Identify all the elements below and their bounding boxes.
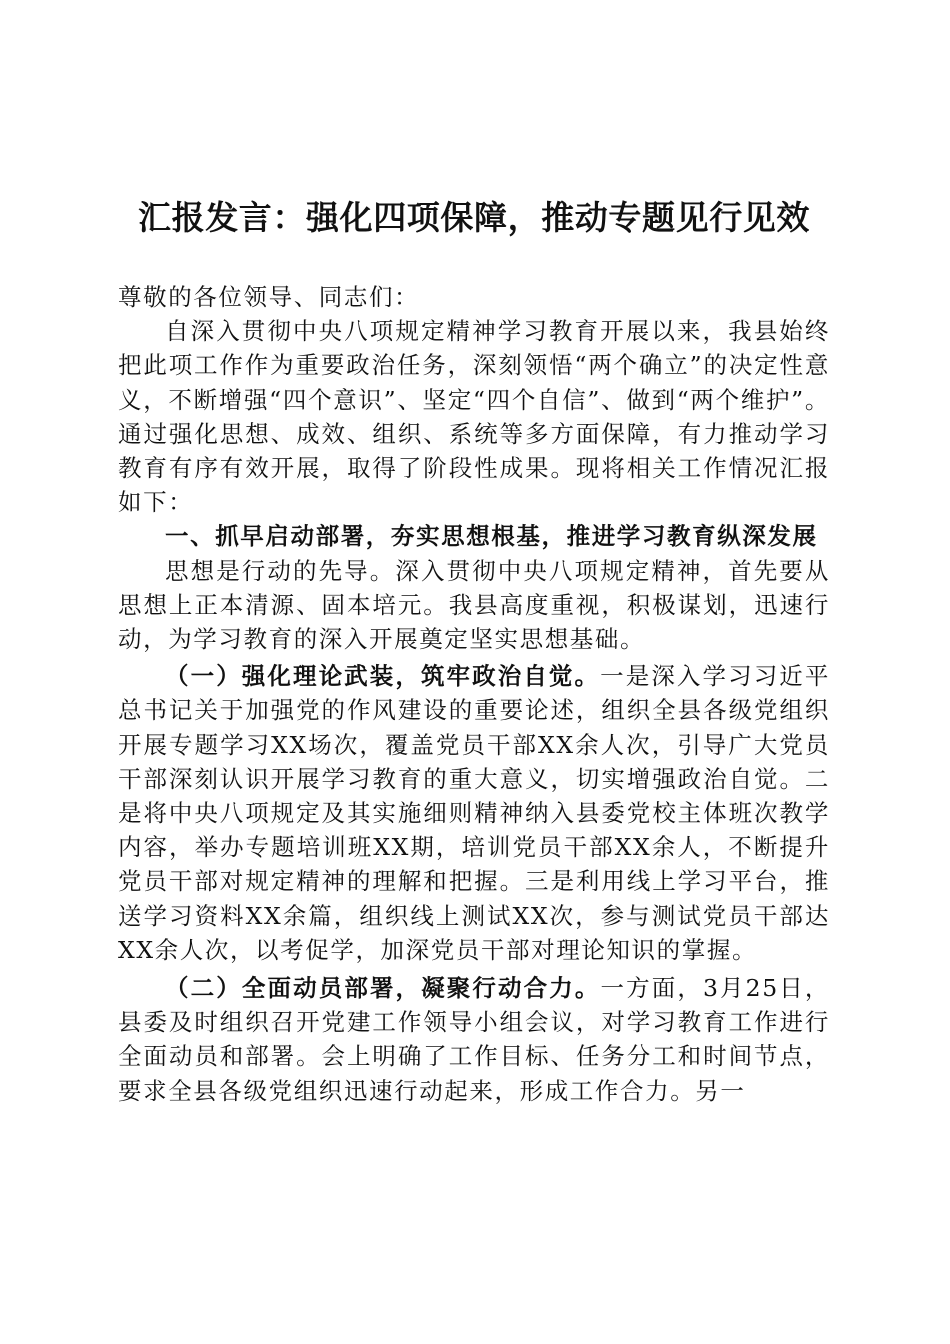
document-body: [118, 280, 830, 1108]
subsection-2-heading: （二）全面动员部署，凝聚行动合力。: [165, 974, 601, 1003]
subsection-1-paragraph: [118, 659, 830, 967]
subsection-1-heading: （一）强化理论武装，筑牢政治自觉。: [165, 662, 601, 691]
section-heading-1: 一、抓早启动部署，夯实思想根基，推进学习教育纵深发展: [165, 522, 818, 551]
document-title: 汇报发言：强化四项保障，推动专题见行见效: [138, 198, 810, 237]
intro-paragraph: 自深入贯彻中央八项规定精神学习教育开展以来，我县始终把此项工作作为重要政治任务，深刻领悟“两个确立”的决定性意义，不断增强“四个意识”、坚定“四个自信”、做到“两个维护”。通过强化思想、成效、组织、系统等多方面保障，有力推动学习教育有序有效开展，取得了阶段性成果。现将相关工作情况汇报如下：: [118, 317, 830, 517]
salutation: 尊敬的各位领导、同志们：: [118, 283, 420, 311]
section-1-paragraph: 思想是行动的先导。深入贯彻中央八项规定精神，首先要从思想上正本清源、固本培元。我县高度重视，积极谋划，迅速行动，为学习教育的深入开展奠定坚实思想基础。: [118, 556, 830, 654]
subsection-2-text: 一方面，3月25日，县委及时组织召开党建工作领导小组会议，对学习教育工作进行全面动员和部署。会上明确了工作目标、任务分工和时间节点，要求全县各级党组织迅速行动起来，形成工作合力。另一: [118, 974, 830, 1105]
subsection-2-paragraph: [118, 971, 830, 1108]
subsection-1-text: 一是深入学习习近平总书记关于加强党的作风建设的重要论述，组织全县各级党组织开展专题学习XX场次，覆盖党员干部XX余人次，引导广大党员干部深刻认识开展学习教育的重大意义，切实增强政治自觉。二是将中央八项规定及其实施细则精神纳入县委党校主体班次教学内容，举办专题培训班XX期，培训党员干部XX余人，不断提升党员干部对规定精神的理解和把握。三是利用线上学习平台，推送学习资料XX余篇，组织线上测试XX次，参与测试党员干部达XX余人次，以考促学，加深党员干部对理论知识的掌握。: [118, 662, 830, 964]
